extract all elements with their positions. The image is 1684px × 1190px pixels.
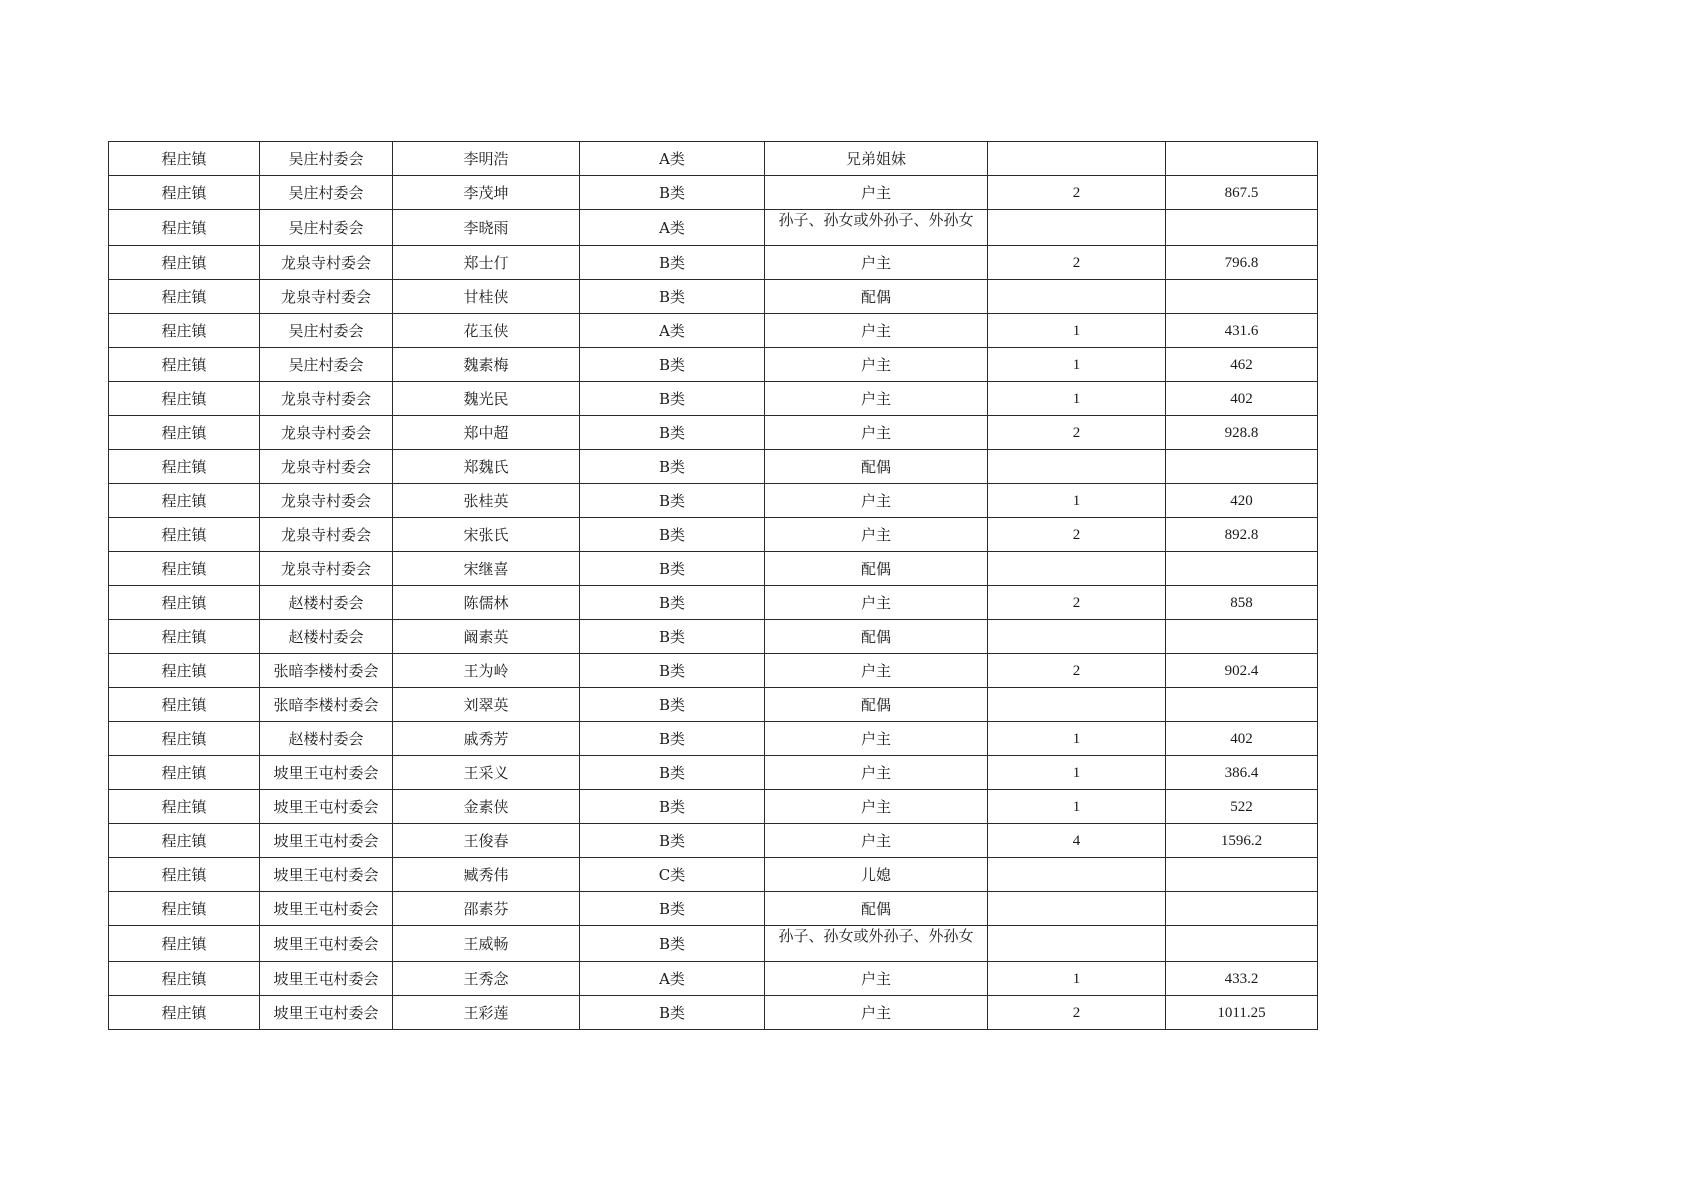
town-cell: 程庄镇 [109, 210, 260, 246]
category-cell: B类 [580, 280, 765, 314]
town-cell: 程庄镇 [109, 996, 260, 1030]
table-row [109, 416, 1318, 450]
table-row [109, 996, 1318, 1030]
table-row [109, 314, 1318, 348]
village-committee-cell: 赵楼村委会 [260, 620, 393, 654]
town-cell: 程庄镇 [109, 348, 260, 382]
household-size-cell: 2 [988, 416, 1166, 450]
category-cell: B类 [580, 518, 765, 552]
amount-cell: 420 [1166, 484, 1318, 518]
name-cell: 郑魏氏 [393, 450, 580, 484]
village-committee-cell: 赵楼村委会 [260, 722, 393, 756]
household-size-cell [988, 280, 1166, 314]
table-row [109, 620, 1318, 654]
household-size-cell: 2 [988, 586, 1166, 620]
household-size-cell [988, 892, 1166, 926]
amount-cell [1166, 280, 1318, 314]
table-row [109, 280, 1318, 314]
town-cell: 程庄镇 [109, 518, 260, 552]
town-cell: 程庄镇 [109, 824, 260, 858]
relation-cell: 户主 [765, 756, 988, 790]
household-size-cell: 1 [988, 790, 1166, 824]
household-size-cell [988, 450, 1166, 484]
amount-cell [1166, 552, 1318, 586]
category-cell: B类 [580, 484, 765, 518]
amount-cell: 522 [1166, 790, 1318, 824]
village-committee-cell: 龙泉寺村委会 [260, 518, 393, 552]
amount-cell: 796.8 [1166, 246, 1318, 280]
relation-cell: 户主 [765, 722, 988, 756]
name-cell: 郑士仃 [393, 246, 580, 280]
name-cell: 王威畅 [393, 926, 580, 962]
category-cell: B类 [580, 824, 765, 858]
relation-cell: 兄弟姐妹 [765, 142, 988, 176]
town-cell: 程庄镇 [109, 962, 260, 996]
relation-cell: 户主 [765, 416, 988, 450]
town-cell: 程庄镇 [109, 620, 260, 654]
table-row [109, 722, 1318, 756]
amount-cell: 402 [1166, 722, 1318, 756]
village-committee-cell: 坡里王屯村委会 [260, 790, 393, 824]
table-row [109, 246, 1318, 280]
relation-cell: 户主 [765, 382, 988, 416]
household-size-cell: 1 [988, 756, 1166, 790]
relation-cell: 配偶 [765, 450, 988, 484]
town-cell: 程庄镇 [109, 246, 260, 280]
table-row [109, 348, 1318, 382]
name-cell: 王俊春 [393, 824, 580, 858]
town-cell: 程庄镇 [109, 654, 260, 688]
table-row [109, 450, 1318, 484]
amount-cell: 928.8 [1166, 416, 1318, 450]
relation-cell: 户主 [765, 586, 988, 620]
category-cell: B类 [580, 176, 765, 210]
amount-cell [1166, 450, 1318, 484]
relation-cell: 户主 [765, 246, 988, 280]
amount-cell: 462 [1166, 348, 1318, 382]
village-committee-cell: 吴庄村委会 [260, 142, 393, 176]
relation-cell: 孙子、孙女或外孙子、外孙女 [765, 210, 988, 246]
table-body [109, 142, 1318, 1030]
name-cell: 王秀念 [393, 962, 580, 996]
village-committee-cell: 坡里王屯村委会 [260, 824, 393, 858]
relation-cell: 孙子、孙女或外孙子、外孙女 [765, 926, 988, 962]
town-cell: 程庄镇 [109, 484, 260, 518]
name-cell: 刘翠英 [393, 688, 580, 722]
amount-cell [1166, 688, 1318, 722]
town-cell: 程庄镇 [109, 586, 260, 620]
relation-cell: 配偶 [765, 892, 988, 926]
household-size-cell: 2 [988, 246, 1166, 280]
household-size-cell [988, 210, 1166, 246]
household-size-cell [988, 620, 1166, 654]
village-committee-cell: 坡里王屯村委会 [260, 892, 393, 926]
amount-cell [1166, 142, 1318, 176]
name-cell: 邵素芬 [393, 892, 580, 926]
town-cell: 程庄镇 [109, 450, 260, 484]
amount-cell: 1596.2 [1166, 824, 1318, 858]
category-cell: B类 [580, 382, 765, 416]
relation-cell: 户主 [765, 824, 988, 858]
town-cell: 程庄镇 [109, 176, 260, 210]
town-cell: 程庄镇 [109, 314, 260, 348]
category-cell: B类 [580, 654, 765, 688]
town-cell: 程庄镇 [109, 756, 260, 790]
name-cell: 宋张氏 [393, 518, 580, 552]
household-size-cell: 1 [988, 962, 1166, 996]
relation-cell: 户主 [765, 314, 988, 348]
relation-cell: 配偶 [765, 552, 988, 586]
name-cell: 王采义 [393, 756, 580, 790]
table-row [109, 210, 1318, 246]
relation-cell: 户主 [765, 484, 988, 518]
amount-cell: 1011.25 [1166, 996, 1318, 1030]
village-committee-cell: 赵楼村委会 [260, 586, 393, 620]
town-cell: 程庄镇 [109, 280, 260, 314]
village-committee-cell: 坡里王屯村委会 [260, 756, 393, 790]
village-committee-cell: 龙泉寺村委会 [260, 416, 393, 450]
relation-cell: 户主 [765, 176, 988, 210]
village-committee-cell: 龙泉寺村委会 [260, 280, 393, 314]
village-committee-cell: 吴庄村委会 [260, 314, 393, 348]
category-cell: B类 [580, 586, 765, 620]
amount-cell: 431.6 [1166, 314, 1318, 348]
category-cell: B类 [580, 552, 765, 586]
name-cell: 魏光民 [393, 382, 580, 416]
table-row [109, 382, 1318, 416]
amount-cell [1166, 210, 1318, 246]
table-row [109, 654, 1318, 688]
category-cell: B类 [580, 450, 765, 484]
name-cell: 陈儒林 [393, 586, 580, 620]
village-committee-cell: 坡里王屯村委会 [260, 858, 393, 892]
household-size-cell [988, 858, 1166, 892]
household-size-cell: 2 [988, 176, 1166, 210]
amount-cell [1166, 858, 1318, 892]
relation-cell: 配偶 [765, 620, 988, 654]
amount-cell: 892.8 [1166, 518, 1318, 552]
table-row [109, 518, 1318, 552]
household-size-cell [988, 552, 1166, 586]
name-cell: 张桂英 [393, 484, 580, 518]
household-size-cell: 4 [988, 824, 1166, 858]
name-cell: 戚秀芳 [393, 722, 580, 756]
category-cell: B类 [580, 790, 765, 824]
category-cell: B类 [580, 348, 765, 382]
table-row [109, 824, 1318, 858]
household-size-cell: 2 [988, 654, 1166, 688]
table-row [109, 176, 1318, 210]
household-size-cell: 1 [988, 484, 1166, 518]
data-table [108, 141, 1318, 1030]
table-row [109, 962, 1318, 996]
town-cell: 程庄镇 [109, 722, 260, 756]
relation-cell: 户主 [765, 996, 988, 1030]
relation-cell: 户主 [765, 790, 988, 824]
village-committee-cell: 张暗李楼村委会 [260, 654, 393, 688]
category-cell: B类 [580, 756, 765, 790]
category-cell: B类 [580, 926, 765, 962]
name-cell: 郑中超 [393, 416, 580, 450]
table-row [109, 484, 1318, 518]
name-cell: 李茂坤 [393, 176, 580, 210]
category-cell: A类 [580, 314, 765, 348]
town-cell: 程庄镇 [109, 858, 260, 892]
village-committee-cell: 龙泉寺村委会 [260, 484, 393, 518]
name-cell: 魏素梅 [393, 348, 580, 382]
household-size-cell: 1 [988, 722, 1166, 756]
town-cell: 程庄镇 [109, 790, 260, 824]
table-row [109, 892, 1318, 926]
amount-cell: 386.4 [1166, 756, 1318, 790]
category-cell: B类 [580, 722, 765, 756]
amount-cell [1166, 620, 1318, 654]
relation-cell: 户主 [765, 654, 988, 688]
category-cell: B类 [580, 688, 765, 722]
table-row [109, 926, 1318, 962]
category-cell: B类 [580, 892, 765, 926]
table-row [109, 756, 1318, 790]
village-committee-cell: 吴庄村委会 [260, 348, 393, 382]
name-cell: 花玉侠 [393, 314, 580, 348]
town-cell: 程庄镇 [109, 142, 260, 176]
table-row [109, 688, 1318, 722]
household-size-cell: 1 [988, 348, 1166, 382]
household-size-cell: 2 [988, 518, 1166, 552]
relation-cell: 户主 [765, 962, 988, 996]
category-cell: B类 [580, 246, 765, 280]
household-size-cell: 1 [988, 314, 1166, 348]
town-cell: 程庄镇 [109, 688, 260, 722]
name-cell: 李明浩 [393, 142, 580, 176]
household-size-cell [988, 688, 1166, 722]
village-committee-cell: 龙泉寺村委会 [260, 246, 393, 280]
category-cell: B类 [580, 416, 765, 450]
amount-cell [1166, 892, 1318, 926]
name-cell: 宋继喜 [393, 552, 580, 586]
table-row [109, 586, 1318, 620]
relation-cell: 配偶 [765, 688, 988, 722]
table-row [109, 552, 1318, 586]
name-cell: 甘桂侠 [393, 280, 580, 314]
category-cell: A类 [580, 142, 765, 176]
category-cell: B类 [580, 620, 765, 654]
town-cell: 程庄镇 [109, 552, 260, 586]
relation-cell: 儿媳 [765, 858, 988, 892]
town-cell: 程庄镇 [109, 382, 260, 416]
village-committee-cell: 张暗李楼村委会 [260, 688, 393, 722]
table-row [109, 142, 1318, 176]
amount-cell: 858 [1166, 586, 1318, 620]
category-cell: B类 [580, 996, 765, 1030]
village-committee-cell: 坡里王屯村委会 [260, 926, 393, 962]
village-committee-cell: 龙泉寺村委会 [260, 382, 393, 416]
category-cell: A类 [580, 210, 765, 246]
village-committee-cell: 坡里王屯村委会 [260, 996, 393, 1030]
town-cell: 程庄镇 [109, 892, 260, 926]
name-cell: 王为岭 [393, 654, 580, 688]
table-row [109, 858, 1318, 892]
village-committee-cell: 吴庄村委会 [260, 210, 393, 246]
amount-cell [1166, 926, 1318, 962]
category-cell: C类 [580, 858, 765, 892]
town-cell: 程庄镇 [109, 416, 260, 450]
household-size-cell: 2 [988, 996, 1166, 1030]
name-cell: 金素侠 [393, 790, 580, 824]
table-row [109, 790, 1318, 824]
household-size-cell: 1 [988, 382, 1166, 416]
name-cell: 臧秀伟 [393, 858, 580, 892]
relation-cell: 户主 [765, 518, 988, 552]
household-size-cell [988, 142, 1166, 176]
village-committee-cell: 龙泉寺村委会 [260, 450, 393, 484]
village-committee-cell: 龙泉寺村委会 [260, 552, 393, 586]
household-size-cell [988, 926, 1166, 962]
village-committee-cell: 吴庄村委会 [260, 176, 393, 210]
amount-cell: 402 [1166, 382, 1318, 416]
name-cell: 阚素英 [393, 620, 580, 654]
village-committee-cell: 坡里王屯村委会 [260, 962, 393, 996]
relation-cell: 配偶 [765, 280, 988, 314]
amount-cell: 433.2 [1166, 962, 1318, 996]
amount-cell: 867.5 [1166, 176, 1318, 210]
amount-cell: 902.4 [1166, 654, 1318, 688]
relation-cell: 户主 [765, 348, 988, 382]
category-cell: A类 [580, 962, 765, 996]
name-cell: 王彩莲 [393, 996, 580, 1030]
town-cell: 程庄镇 [109, 926, 260, 962]
name-cell: 李晓雨 [393, 210, 580, 246]
